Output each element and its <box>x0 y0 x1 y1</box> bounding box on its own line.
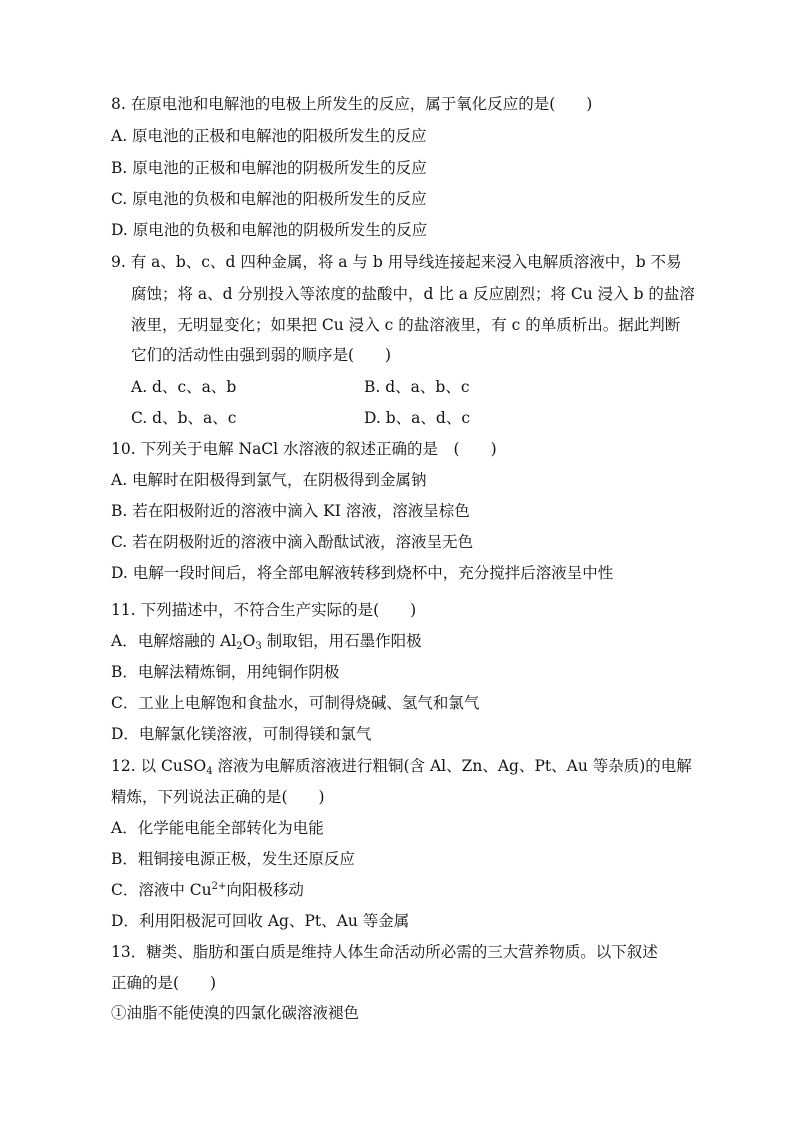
q10-stem: 10. 下列关于电解 NaCl 水溶液的叙述正确的是 ( ) <box>111 440 497 458</box>
q9-stem-line-1: 9. 有 a、b、c、d 四种金属，将 a 与 b 用导线连接起来浸入电解质溶液中，b 不易 <box>111 253 682 271</box>
q12-option-b: B．粗铜接电源正极，发生还原反应 <box>111 850 355 868</box>
q11-option-d: D．电解氯化镁溶液，可制得镁和氯气 <box>111 725 372 743</box>
q9-stem-line-4: 它们的活动性由强到弱的顺序是( ) <box>131 346 392 364</box>
q13-stem-line-1: 13．糖类、脂肪和蛋白质是维持人体生命活动所必需的三大营养物质。以下叙述 <box>111 943 658 961</box>
q10-option-c: C. 若在阴极附近的溶液中滴入酚酞试液，溶液呈无色 <box>111 533 474 551</box>
q9-option-d: D. b、a、d、c <box>364 409 470 427</box>
q8-stem: 8. 在原电池和电解池的电极上所发生的反应，属于氧化反应的是( ) <box>111 95 593 113</box>
q12-option-d: D．利用阳极泥可回收 Ag、Pt、Au 等金属 <box>111 912 410 930</box>
q8-option-d: D. 原电池的负极和电解池的阴极所发生的反应 <box>111 221 428 239</box>
q11-option-c: C．工业上电解饱和食盐水，可制得烧碱、氢气和氯气 <box>111 694 480 712</box>
q13-item-1: ①油脂不能使溴的四氯化碳溶液褪色 <box>111 1004 360 1022</box>
q11-option-a: A．电解熔融的 $Al_2O_3$ 制取铝，用石墨作阳极 <box>111 632 422 652</box>
q9-stem-line-3: 液里，无明显变化；如果把 Cu 浸入 c 的盐溶液里，有 c 的单质析出。据此判断 <box>131 316 681 334</box>
q12-stem-line-2: 精炼，下列说法正确的是( ) <box>111 788 325 806</box>
q12-stem-line-1: 12. 以 CuSO$_4$ 溶液为电解质溶液进行粗铜(含 Al、Zn、Ag、Pt、Au 等杂质)的电解 <box>111 757 692 777</box>
q11-stem: 11. 下列描述中，不符合生产实际的是( ) <box>111 601 417 619</box>
q13-stem-line-2: 正确的是( ) <box>111 974 217 992</box>
q10-option-a: A. 电解时在阳极得到氯气，在阴极得到金属钠 <box>111 471 427 489</box>
q9-option-b: B. d、a、b、c <box>364 378 470 396</box>
q8-option-b: B. 原电池的正极和电解池的阴极所发生的反应 <box>111 159 427 177</box>
q11-option-b: B．电解法精炼铜，用纯铜作阴极 <box>111 663 340 681</box>
q8-option-a: A. 原电池的正极和电解池的阳极所发生的反应 <box>111 127 427 145</box>
q9-option-c: C. d、b、a、c <box>131 409 237 427</box>
q10-option-d: D. 电解一段时间后，将全部电解液转移到烧杯中，充分搅拌后溶液呈中性 <box>111 564 614 582</box>
q12-option-a: A．化学能电能全部转化为电能 <box>111 819 324 837</box>
q9-option-a: A. d、c、a、b <box>131 378 237 396</box>
q10-option-b: B. 若在阳极附近的溶液中滴入 KI 溶液，溶液呈棕色 <box>111 502 470 520</box>
q8-option-c: C. 原电池的负极和电解池的阳极所发生的反应 <box>111 190 427 208</box>
q12-option-c: C．溶液中 $Cu^{2+}$向阳极移动 <box>111 881 304 899</box>
q9-stem-line-2: 腐蚀；将 a、d 分别投入等浓度的盐酸中，d 比 a 反应剧烈；将 Cu 浸入 b 的盐溶 <box>131 285 695 303</box>
